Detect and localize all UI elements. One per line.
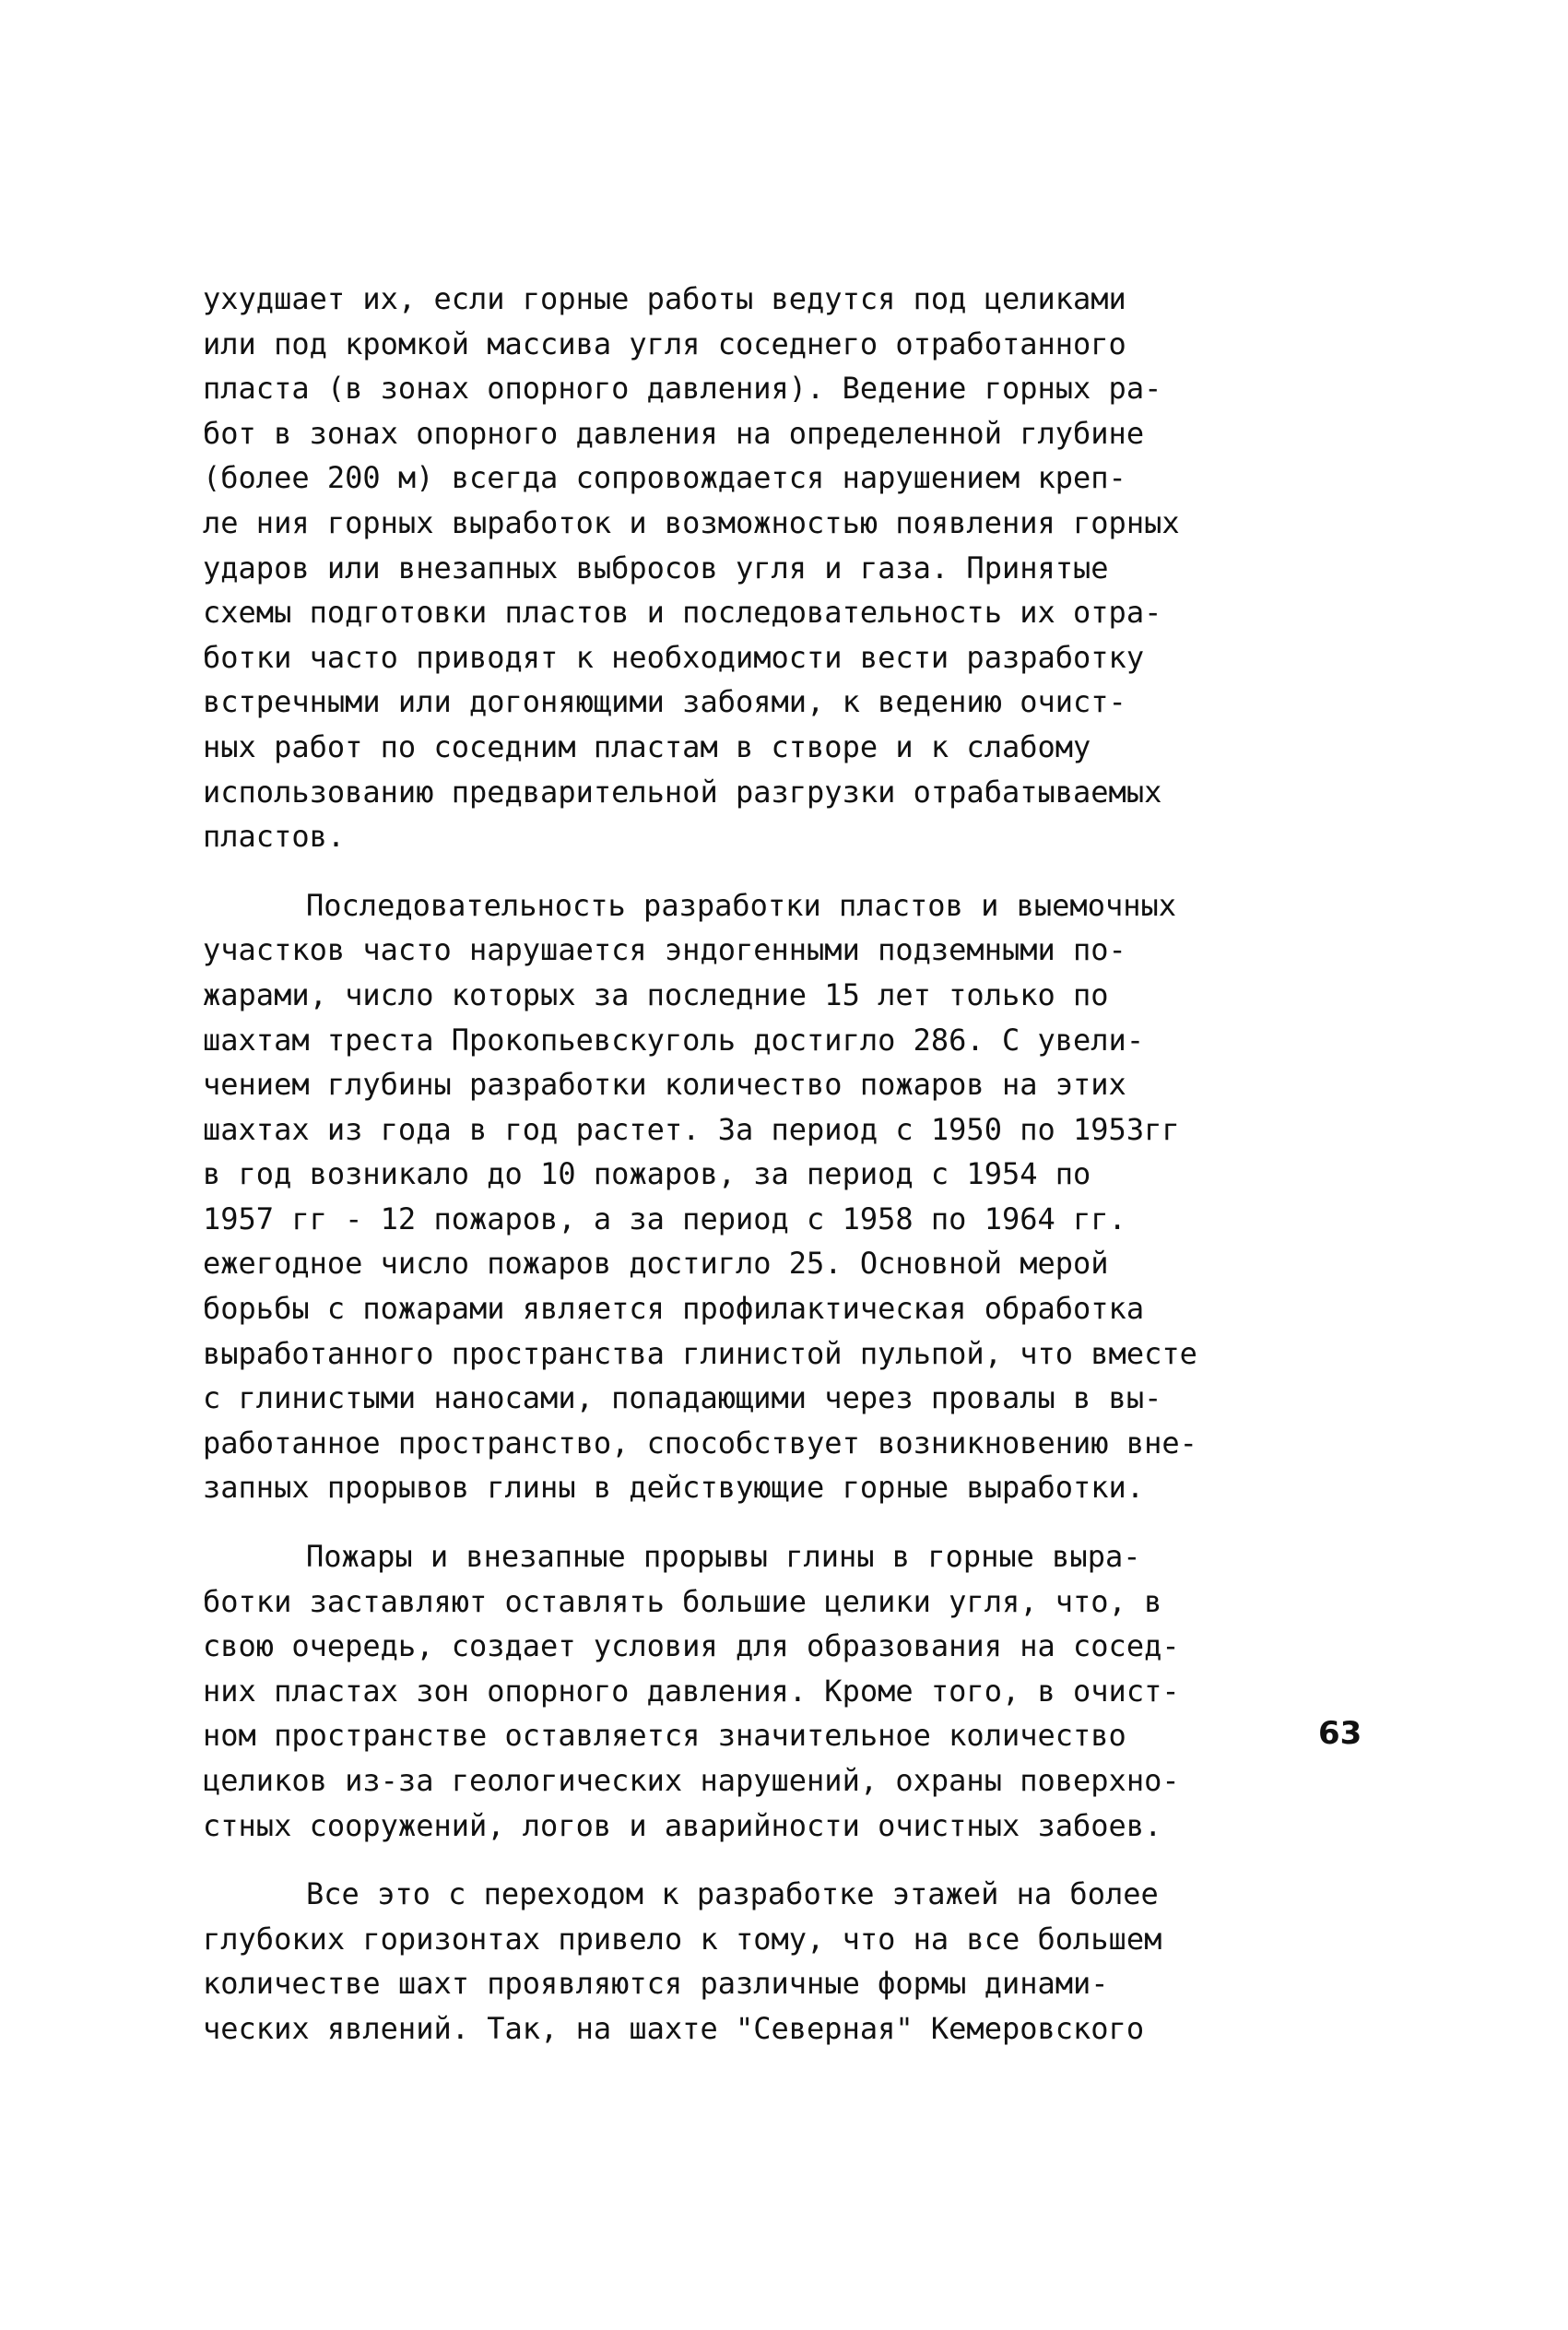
text-line: ухудшает их, если горные работы ведутся под целиками <box>203 281 1126 316</box>
text-line: количестве шахт проявляются различные формы динами- <box>203 1966 1109 2002</box>
text-line: шахтах из года в год растет. За период с 1950 по 1953гг <box>203 1111 1180 1147</box>
text-line: участков часто нарушается эндогенными подземными по- <box>203 932 1126 968</box>
body-text <box>203 277 1401 2052</box>
text-line: чением глубины разработки количество пожаров на этих <box>203 1067 1126 1103</box>
text-line: 1957 гг - 12 пожаров, а за период с 1958 по 1964 гг. <box>203 1200 1126 1236</box>
text-line: стных сооружений, логов и аварийности очистных забоев. <box>203 1807 1162 1843</box>
text-line: ударов или внезапных выбросов угля и газа. Принятые <box>203 550 1109 585</box>
paragraph-3 <box>203 1534 1401 1848</box>
text-line: схемы подготовки пластов и последовательность их отра- <box>203 595 1162 631</box>
text-line: ежегодное число пожаров достигло 25. Основной мерой <box>203 1246 1109 1282</box>
text-line: работанное пространство, способствует возникновению вне- <box>203 1425 1197 1461</box>
text-line: шахтам треста Прокопьевскуголь достигло 286. С увели- <box>203 1022 1145 1058</box>
text-line: целиков из-за геологических нарушений, охраны поверхно- <box>203 1763 1180 1798</box>
text-line: Пожары и внезапные прорывы глины в горные выра- <box>306 1539 1141 1575</box>
text-line: свою очередь, создает условия для образования на сосед- <box>203 1628 1180 1664</box>
text-line: ных работ по соседним пластам в створе и к слабому <box>203 728 1091 764</box>
text-line: глубоких горизонтах привело к тому, что на все большем <box>203 1921 1162 1957</box>
text-line: борьбы с пожарами является профилактическая обработка <box>203 1291 1145 1327</box>
text-line: пластов. <box>203 819 346 855</box>
text-line: ческих явлений. Так, на шахте "Северная" Кемеровского <box>203 2010 1145 2046</box>
paragraph-2 <box>203 883 1401 1510</box>
text-line: ле ния горных выработок и возможностью появления горных <box>203 504 1180 540</box>
text-line: встречными или догоняющими забоями, к ведению очист- <box>203 684 1126 720</box>
text-line: пласта (в зонах опорного давления). Ведение горных ра- <box>203 371 1162 407</box>
text-line: ном пространстве оставляется значительное количество <box>203 1718 1126 1754</box>
text-line: или под кромкой массива угля соседнего отработанного <box>203 325 1126 361</box>
text-line: бот в зонах опорного давления на определенной глубине <box>203 415 1145 451</box>
text-line: Последовательность разработки пластов и выемочных <box>306 887 1177 923</box>
text-line: Все это с переходом к разработке этажей на более <box>306 1876 1159 1912</box>
text-line: с глинистыми наносами, попадающими через провалы в вы- <box>203 1380 1162 1416</box>
paragraph-4 <box>203 1872 1401 2051</box>
text-line: ботки часто приводят к необходимости вести разработку <box>203 639 1145 675</box>
text-line: (более 200 м) всегда сопровождается нарушением креп- <box>203 460 1126 496</box>
text-line: выработанного пространства глинистой пульпой, что вместе <box>203 1335 1197 1371</box>
text-line: жарами, число которых за последние 15 лет только по <box>203 976 1109 1012</box>
page-number: 63 <box>1318 1715 1362 1752</box>
text-line: в год возникало до 10 пожаров, за период с 1954 по <box>203 1156 1091 1192</box>
text-line: использованию предварительной разгрузки отрабатываемых <box>203 774 1162 810</box>
paragraph-1 <box>203 277 1401 859</box>
text-line: запных прорывов глины в действующие горные выработки. <box>203 1470 1145 1506</box>
text-line: ботки заставляют оставлять большие целики угля, что, в <box>203 1583 1162 1619</box>
text-line: них пластах зон опорного давления. Кроме того, в очист- <box>203 1673 1180 1709</box>
